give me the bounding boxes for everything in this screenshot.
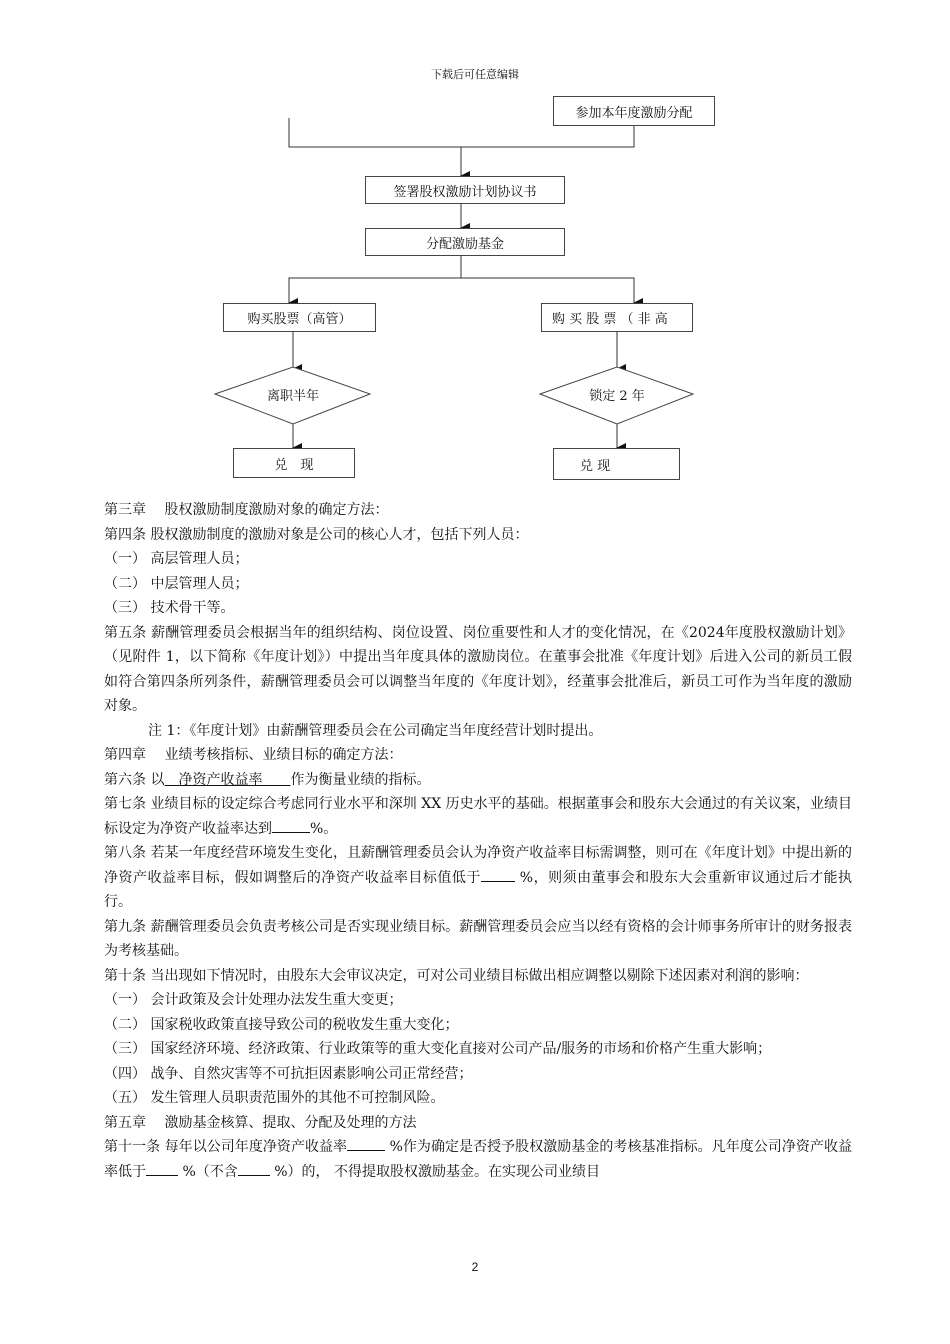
article-4-item-3: （三） 技术骨干等。	[104, 600, 235, 616]
article-7	[104, 792, 852, 841]
box-buy-shares-executive	[223, 303, 376, 332]
box-distribute-fund-label: 分配激励基金	[425, 236, 504, 252]
page-header: 下载后可任意编辑	[431, 68, 519, 81]
article-9: 第九条 薪酬管理委员会负责考核公司是否实现业绩目标。薪酬管理委员会应当以经有资格的会计师事务所审计的财务报表为考核基础。	[104, 918, 852, 959]
article-8-text: 第八条 若某一年度经营环境发生变化，且薪酬管理委员会认为净资产收益率目标需调整，则可在《年度计划》中提出新的净资产收益率目标，假如调整后的净资产收益率目标值低于	[104, 845, 852, 886]
article-10-item-5: （五） 发生管理人员职责范围外的其他不可控制风险。	[104, 1090, 445, 1106]
page-number: 2	[471, 1260, 479, 1274]
box-cash-out-right	[553, 448, 680, 480]
box-sign-agreement-label: 签署股权激励计划协议书	[393, 184, 537, 200]
article-10: 第十条 当出现如下情况时，由股东大会审议决定，可对公司业绩目标做出相应调整以剔除下述因素对利润的影响：	[104, 967, 809, 984]
article-7-text: 第七条 业绩目标的设定综合考虑同行业水平和深圳 XX 历史水平的基础。根据董事会和股东大会通过的有关议案，业绩目标设定为净资产收益率达到	[104, 796, 852, 837]
chapter-5-heading: 第五章 激励基金核算、提取、分配及处理的方法	[104, 1114, 417, 1131]
article-10-item-4: （四） 战争、自然灾害等不可抗拒因素影响公司正常经营；	[104, 1065, 473, 1082]
article-4-item-2: （二） 中层管理人员；	[104, 575, 249, 592]
article-10-item-1: （一） 会计政策及会计处理办法发生重大变更；	[104, 992, 403, 1008]
box-cash-out-left	[233, 448, 355, 478]
article-11-text-b: %作为确定是否授予股权激励基金的考核基准指标。凡年度公司净资产收益率低于	[104, 1139, 852, 1180]
box-participate	[553, 96, 715, 126]
diamond-right-label: 锁定 2 年	[589, 389, 645, 404]
box-sign-agreement	[365, 176, 565, 204]
article-8	[104, 841, 852, 915]
article-7-suffix: %。	[310, 820, 338, 837]
article-5: 第五条 薪酬管理委员会根据当年的组织结构、岗位设置、岗位重要性和人才的变化情况，在《2024年度股权激励计划》（见附件 1，以下简称《年度计划》）中提出当年度具体的激励岗位。在董事会批准《年度计划》后进入公司的新员工假如符合第四条所列条件，薪酬管理委员会可以调整当年度的《年度计划》，经董事会批准后，新员工可作为当年度的激励对象。	[104, 624, 852, 714]
chapter-4-heading: 第四章 业绩考核指标、业绩目标的确定方法：	[104, 747, 403, 763]
article-10-item-2: （二） 国家税收政策直接导致公司的税收发生重大变化；	[104, 1016, 459, 1033]
box-cash-out-right-label: 兑 现	[580, 458, 611, 474]
article-11-blank-2[interactable]	[146, 1161, 178, 1176]
article-11-text-d: %）的， 不得提取股权激励基金。在实现公司业绩目	[269, 1163, 600, 1180]
box-buy-shares-executive-label: 购买股票（高管）	[247, 312, 352, 327]
document-body	[104, 498, 852, 1184]
article-11-blank-1[interactable]	[347, 1136, 385, 1151]
article-8-suffix: %，则须由董事会和股东大会重新审议通过后才能执行。	[104, 869, 852, 910]
article-4-item-1: （一） 高层管理人员；	[104, 551, 249, 567]
article-11-text-c: %（不含	[178, 1163, 238, 1180]
article-4: 第四条 股权激励制度的激励对象是公司的核心人才，包括下列人员：	[104, 526, 529, 543]
article-11-blank-3[interactable]	[238, 1161, 270, 1176]
article-11-text-a: 第十一条 每年以公司年度净资产收益率	[104, 1139, 348, 1155]
diamond-left-label: 离职半年	[266, 389, 319, 404]
article-11	[104, 1135, 852, 1184]
note-1: 注 1：《年度计划》由薪酬管理委员会在公司确定当年度经营计划时提出。	[148, 722, 603, 739]
chapter-3-heading: 第三章 股权激励制度激励对象的确定方法：	[104, 502, 389, 518]
box-buy-shares-non-executive	[541, 303, 693, 332]
box-distribute-fund	[365, 228, 565, 256]
article-6-prefix: 第六条 以	[104, 771, 165, 788]
article-6-underlined-metric: 净资产收益率	[164, 771, 291, 788]
article-6	[104, 768, 852, 793]
box-participate-label: 参加本年度激励分配	[575, 105, 693, 121]
article-6-suffix: 作为衡量业绩的指标。	[290, 771, 431, 788]
article-10-item-3: （三） 国家经济环境、经济政策、行业政策等的重大变化直接对公司产品/服务的市场和价格产生重大影响；	[104, 1041, 772, 1057]
article-7-blank[interactable]	[272, 818, 310, 833]
box-cash-out-left-label: 兑 现	[274, 457, 314, 473]
box-buy-shares-non-executive-label: 购 买 股 票 （ 非 高	[552, 312, 668, 327]
article-8-blank[interactable]	[481, 867, 515, 882]
